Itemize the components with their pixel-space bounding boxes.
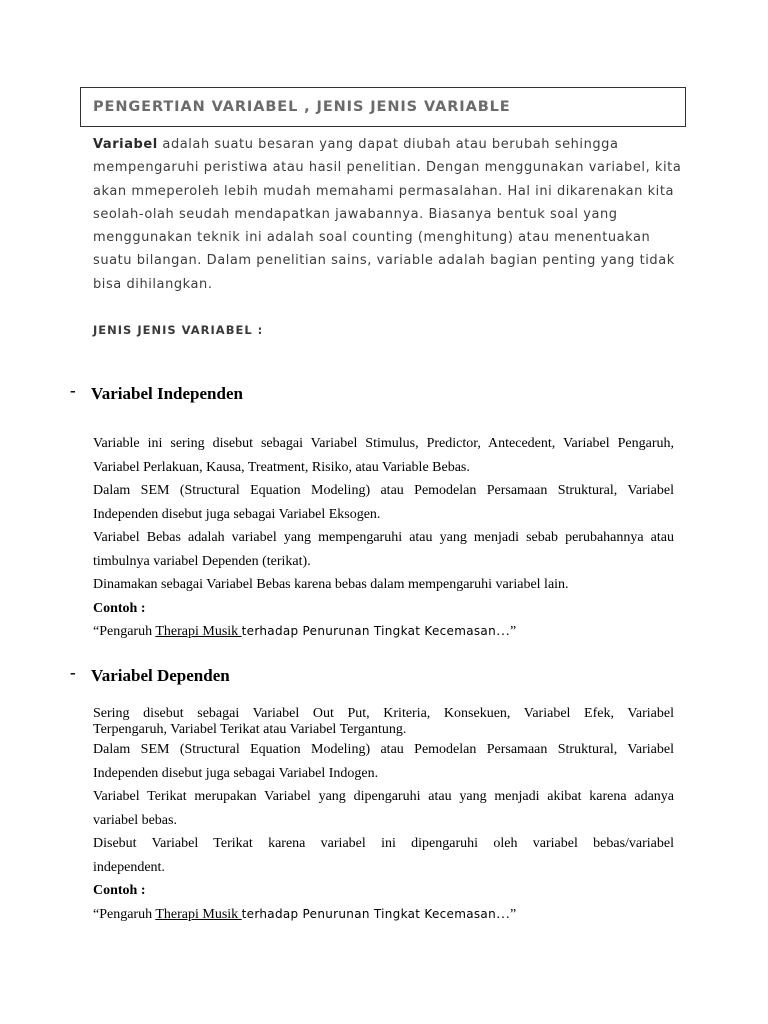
intro-line-5: menggunakan teknik ini adalah soal counting (menghitung) atau menentuakan <box>93 230 651 246</box>
types-heading: JENIS JENIS VARIABEL : <box>93 323 264 337</box>
independent-p2-line1: Dalam SEM (Structural Equation Modeling) atau Pemodelan Persamaan Struktural, Variabel <box>93 483 674 498</box>
dependent-p3-line1: Variabel Terikat merupakan Variabel yang dipengaruhi atau yang menjadi akibat karena adanya <box>93 789 674 804</box>
dependent-p4-line1: Disebut Variabel Terikat karena variabel ini dipengaruhi oleh variabel bebas/variabel <box>93 836 674 851</box>
quote-close: …” <box>495 624 517 639</box>
title-box <box>80 87 686 127</box>
quote-rest: terhadap Penurunan Tingkat Kecemasan <box>241 624 496 638</box>
section-title-dependent <box>70 663 230 686</box>
quote-underlined: Therapi Musik <box>155 906 242 922</box>
dependent-example-label: Contoh : <box>93 883 146 898</box>
bullet-dash: - <box>70 381 76 400</box>
independent-p1-line1: Variable ini sering disebut sebagai Variabel Stimulus, Predictor, Antecedent, Variabel Pengaruh, <box>93 436 674 451</box>
quote-close: …” <box>495 906 517 922</box>
intro-paragraph <box>93 133 693 296</box>
independent-p3-line1: Variabel Bebas adalah variabel yang mempengaruhi atau yang menjadi sebab perubahannya atau <box>93 530 674 545</box>
intro-line <box>93 133 693 156</box>
independent-p1-line2: Variabel Perlakuan, Kausa, Treatment, Risiko, atau Variable Bebas. <box>93 459 470 475</box>
dependent-example-quote <box>93 903 674 927</box>
quote-open: “Pengaruh <box>93 906 156 922</box>
independent-p3-line2: timbulnya variabel Dependen (terikat). <box>93 553 311 569</box>
dependent-p2-line2: Independen disebut juga sebagai Variabel Indogen. <box>93 765 379 781</box>
page-title: PENGERTIAN VARIABEL , JENIS JENIS VARIABLE <box>93 99 511 115</box>
intro-line-2: mempengaruhi peristiwa atau hasil penelitian. Dengan menggunakan variabel, kita <box>93 160 682 176</box>
dependent-p1-line2: Terpengaruh, Variabel Terikat atau Variabel Tergantung. <box>93 722 407 737</box>
intro-term: Variabel <box>93 137 158 152</box>
quote-open: “Pengaruh <box>93 624 156 639</box>
section-title-independent <box>70 381 243 404</box>
dependent-p4-line2: independent. <box>93 859 165 875</box>
quote-rest: terhadap Penurunan Tingkat Kecemasan <box>241 906 496 921</box>
independent-example-quote <box>93 620 674 644</box>
independent-p4: Dinamakan sebagai Variabel Bebas karena bebas dalam mempengaruhi variabel lain. <box>93 577 569 592</box>
intro-line-3: akan mmeperoleh lebih mudah memahami permasalahan. Hal ini dikarenakan kita <box>93 183 675 199</box>
independent-example-label: Contoh : <box>93 600 146 616</box>
bullet-dash: - <box>70 663 76 682</box>
intro-line-4: seolah-olah seudah mendapatkan jawabannya. Biasanya bentuk soal yang <box>93 206 618 222</box>
intro-line-1-rest: adalah suatu besaran yang dapat diubah atau berubah sehingga <box>157 137 619 152</box>
dependent-p2-line1: Dalam SEM (Structural Equation Modeling) atau Pemodelan Persamaan Struktural, Variabel <box>93 742 674 757</box>
independent-body <box>93 432 674 644</box>
dependent-p3-line2: variabel bebas. <box>93 812 177 828</box>
section-title-text: Variabel Dependen <box>91 666 230 685</box>
quote-underlined: Therapi Musik <box>155 624 242 639</box>
independent-p2-line2: Independen disebut juga sebagai Variabel Eksogen. <box>93 506 381 522</box>
section-title-text: Variabel Independen <box>91 384 243 403</box>
intro-line-6: suatu bilangan. Dalam penelitian sains, variable adalah bagian penting yang tidak <box>93 253 675 269</box>
intro-line-7: bisa dihilangkan. <box>93 276 213 292</box>
dependent-p1-line1: Sering disebut sebagai Variabel Out Put, Kriteria, Konsekuen, Variabel Efek, Variabel <box>93 706 674 721</box>
dependent-body <box>93 706 674 926</box>
